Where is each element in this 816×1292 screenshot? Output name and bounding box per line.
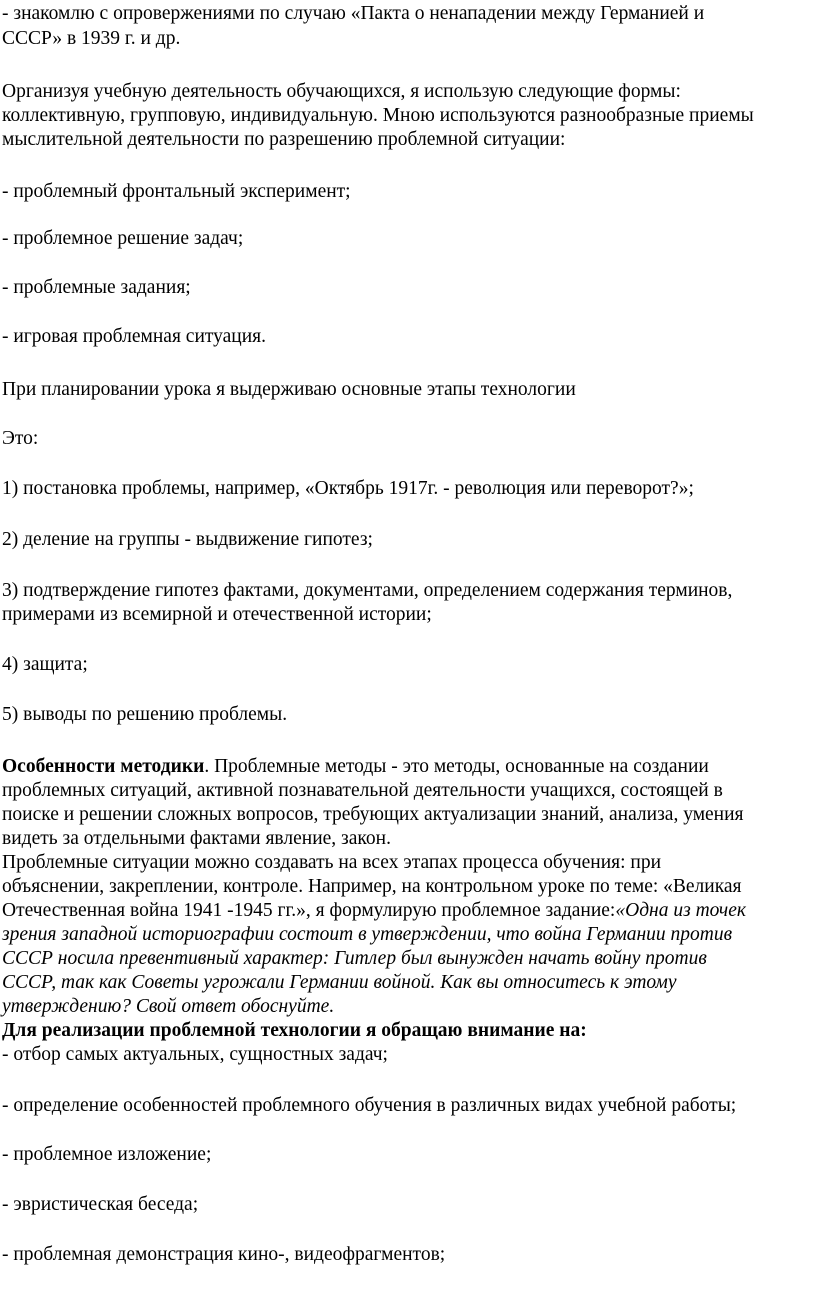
stage-item: 3) подтверждение гипотез фактами, документами, определением содержания терминов, xyxy=(2,580,733,601)
intro-line: - знакомлю с опровержениями по случаю «Пакта о ненападении между Германией и xyxy=(2,3,705,24)
stage-item: примерами из всемирной и отечественной истории; xyxy=(2,604,432,625)
situations-text: Отечественная война 1941 -1945 гг.», я формулирую проблемное задание: xyxy=(2,900,616,921)
attention-item: - проблемное изложение; xyxy=(2,1144,212,1165)
paragraph-line: коллективную, групповую, индивидуальную. Мною используются разнообразные приемы xyxy=(2,105,754,126)
attention-item: - отбор самых актуальных, сущностных задач; xyxy=(2,1044,388,1065)
problem-task-line: СССР, так как Советы угрожали Германии войной. Как вы относитесь к этому xyxy=(2,972,677,993)
paragraph-line: мыслительной деятельности по разрешению проблемной ситуации: xyxy=(2,129,566,150)
method-item: - проблемные задания; xyxy=(2,277,191,298)
attention-item: - определение особенностей проблемного обучения в различных видах учебной работы; xyxy=(2,1095,737,1116)
planning-line: При планировании урока я выдерживаю основные этапы технологии xyxy=(2,379,576,400)
stage-item: 1) постановка проблемы, например, «Октябрь 1917г. - революция или переворот?»; xyxy=(2,478,694,499)
problem-task-line: утверждению? Свой ответ обоснуйте. xyxy=(2,996,335,1017)
features-line: поиске и решении сложных вопросов, требующих актуализации знаний, анализа, умения xyxy=(2,804,744,825)
features-text: . Проблемные методы - это методы, основанные на создании xyxy=(204,756,709,777)
features-line xyxy=(2,755,709,780)
intro-line: СССР» в 1939 г. и др. xyxy=(2,28,181,49)
features-line: видеть за отдельными фактами явление, закон. xyxy=(2,828,391,849)
features-heading: Особенности методики xyxy=(2,756,205,777)
stage-item: 5) выводы по решению проблемы. xyxy=(2,704,288,725)
attention-item: - проблемная демонстрация кино-, видеофрагментов; xyxy=(2,1244,446,1265)
method-item: - игровая проблемная ситуация. xyxy=(2,326,267,347)
situations-line: Проблемные ситуации можно создавать на всех этапах процесса обучения: при xyxy=(2,852,662,873)
method-item: - проблемный фронтальный эксперимент; xyxy=(2,181,351,202)
situations-line: объяснении, закреплении, контроле. Например, на контрольном уроке по теме: «Великая xyxy=(2,876,742,897)
stage-item: 2) деление на группы - выдвижение гипотез; xyxy=(2,529,373,550)
stage-item: 4) защита; xyxy=(2,654,88,675)
attention-item: - эвристическая беседа; xyxy=(2,1194,199,1215)
problem-task-italic: «Одна из точек xyxy=(615,900,746,921)
implementation-heading: Для реализации проблемной технологии я обращаю внимание на: xyxy=(2,1020,587,1041)
situations-line xyxy=(2,899,746,924)
problem-task-line: зрения западной историографии состоит в утверждении, что война Германии против xyxy=(2,924,733,945)
features-line: проблемных ситуаций, активной познавательной деятельности учащихся, состоящей в xyxy=(2,780,723,801)
paragraph-line: Организуя учебную деятельность обучающихся, я использую следующие формы: xyxy=(2,81,681,102)
this-is-label: Это: xyxy=(2,428,39,449)
problem-task-line: СССР носила превентивный характер: Гитлер был вынужден начать войну против xyxy=(2,948,707,969)
method-item: - проблемное решение задач; xyxy=(2,228,244,249)
